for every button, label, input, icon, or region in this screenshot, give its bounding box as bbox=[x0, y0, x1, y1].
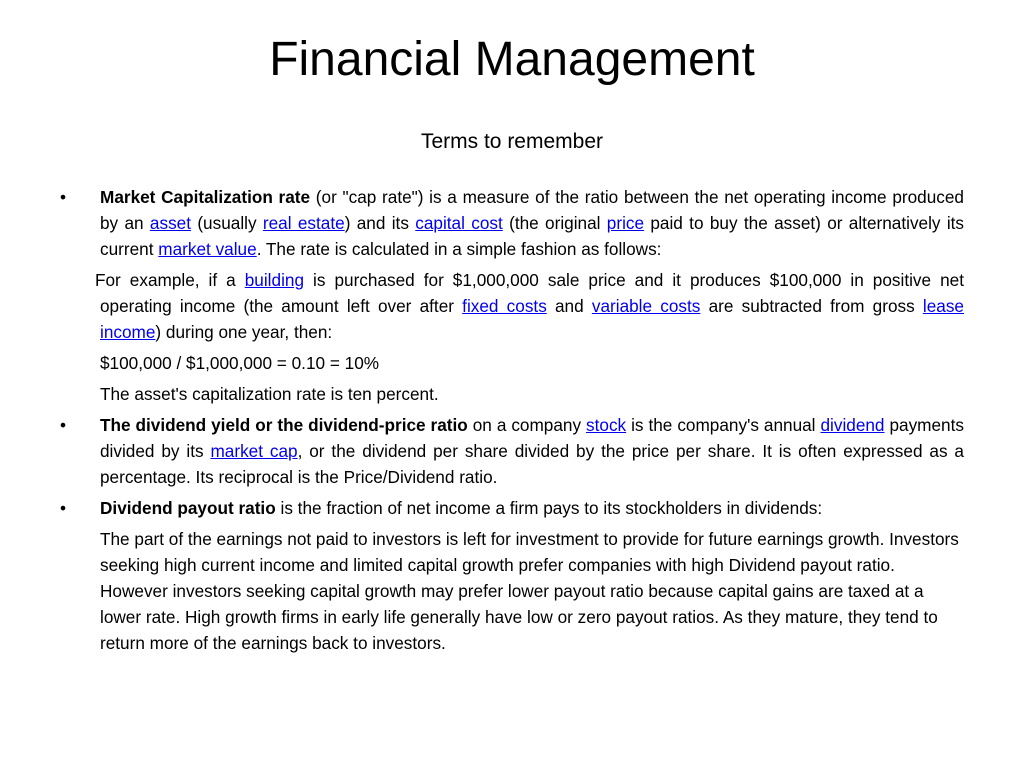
link-variable-costs[interactable]: variable costs bbox=[591, 296, 701, 316]
link-capital-cost[interactable]: capital cost bbox=[415, 213, 503, 233]
link-market-value[interactable]: market value bbox=[158, 239, 257, 259]
bullet-item-cap-rate: • Market Capitalization rate (or "cap rate") is a measure of the ratio between the net operating income produced by an asset (usually real estate) and its capital cost (the original price paid to buy the asset) or alternatively its current market value. The rate is calculated in a simple fashion as follows: bbox=[60, 184, 964, 262]
link-real-estate[interactable]: real estate bbox=[262, 213, 345, 233]
slide-title: Financial Management bbox=[269, 33, 755, 86]
bullet-icon: • bbox=[60, 415, 67, 435]
link-building[interactable]: building bbox=[244, 270, 304, 290]
link-asset[interactable]: asset bbox=[149, 213, 192, 233]
example-paragraph: For example, if a building is purchased for $1,000,000 sale price and it produces $100,000 in positive net operating income (the amount left over after fixed costs and variable costs are subtracted from gross lease income) during one year, then: bbox=[95, 270, 964, 342]
example-formula: $100,000 / $1,000,000 = 0.10 = 10% bbox=[100, 353, 380, 373]
bullet-icon: • bbox=[60, 187, 67, 207]
slide-content bbox=[60, 184, 964, 661]
link-fixed-costs[interactable]: fixed costs bbox=[462, 296, 547, 316]
link-income[interactable]: income bbox=[100, 322, 156, 342]
bullet-item-payout-ratio: • Dividend payout ratio is the fraction of net income a firm pays to its stockholders in dividends: bbox=[60, 495, 964, 521]
example-conclusion: The asset's capitalization rate is ten percent. bbox=[100, 384, 439, 404]
payout-ratio-detail: The part of the earnings not paid to investors is left for investment to provide for future earnings growth. Investors seeking high current income and limited capital growth prefer companies with high Dividend payout ratio. However investors seeking capital growth may prefer lower payout ratio because capital gains are taxed at a lower rate. High growth firms in early life generally have low or zero payout ratios. As they mature, they tend to return more of the earnings back to investors. bbox=[100, 529, 959, 653]
link-price[interactable]: price bbox=[606, 213, 645, 233]
term-cap-rate: Market Capitalization rate bbox=[100, 187, 311, 207]
term-dividend-yield: The dividend yield or the dividend-price ratio bbox=[100, 415, 468, 435]
link-lease[interactable]: lease bbox=[922, 296, 964, 316]
term-payout-ratio: Dividend payout ratio bbox=[100, 498, 276, 518]
bullet-item-dividend-yield: • The dividend yield or the dividend-price ratio on a company stock is the company's annual dividend payments divided by its market cap, or the dividend per share divided by the price per share. It is often expressed as a percentage. Its reciprocal is the Price/Dividend ratio. bbox=[60, 412, 964, 490]
link-market-cap[interactable]: market cap bbox=[210, 441, 298, 461]
bullet-icon: • bbox=[60, 498, 67, 518]
slide-subtitle: Terms to remember bbox=[420, 130, 604, 153]
link-dividend[interactable]: dividend bbox=[820, 415, 885, 435]
link-stock[interactable]: stock bbox=[586, 415, 627, 435]
